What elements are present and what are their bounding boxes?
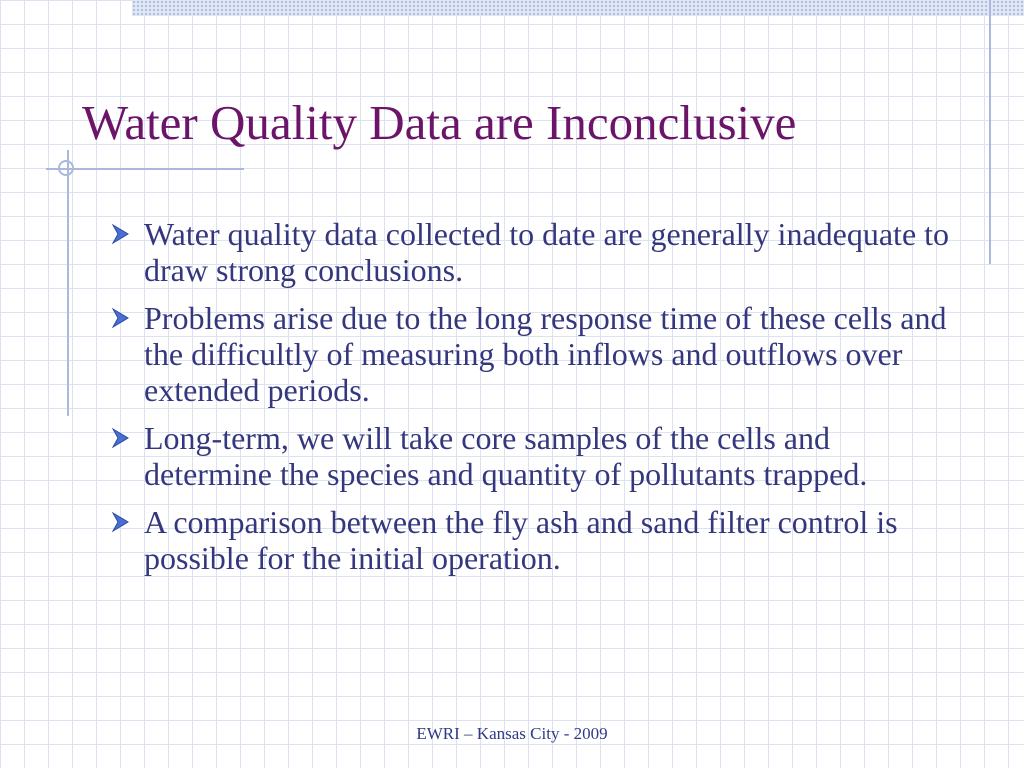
accent-ring: [58, 160, 74, 176]
right-accent-line: [989, 0, 991, 264]
arrow-right-icon: [108, 427, 132, 449]
bullet-item: [104, 420, 964, 492]
bullet-item: [104, 216, 964, 288]
bullet-list: [104, 216, 964, 588]
left-accent-line: [67, 150, 69, 416]
title-underline-accent: [46, 168, 244, 170]
bullet-text: A comparison between the fly ash and sand filter control is possible for the initial operation.: [144, 504, 898, 576]
slide-footer: EWRI – Kansas City - 2009: [416, 724, 608, 743]
bullet-item: [104, 300, 964, 408]
arrow-right-icon: [108, 223, 132, 245]
bullet-item: [104, 504, 964, 576]
arrow-right-icon: [108, 307, 132, 329]
slide-title: Water Quality Data are Inconclusive: [82, 95, 797, 150]
bullet-text: Long-term, we will take core samples of the cells and determine the species and quantity of pollutants trapped.: [144, 420, 868, 492]
bullet-text: Problems arise due to the long response time of these cells and the difficultly of measuring both inflows and outflows over extended periods.: [144, 300, 947, 408]
arrow-right-icon: [108, 511, 132, 533]
bullet-text: Water quality data collected to date are generally inadequate to draw strong conclusions.: [144, 216, 950, 288]
top-dotted-band: [132, 0, 1024, 16]
